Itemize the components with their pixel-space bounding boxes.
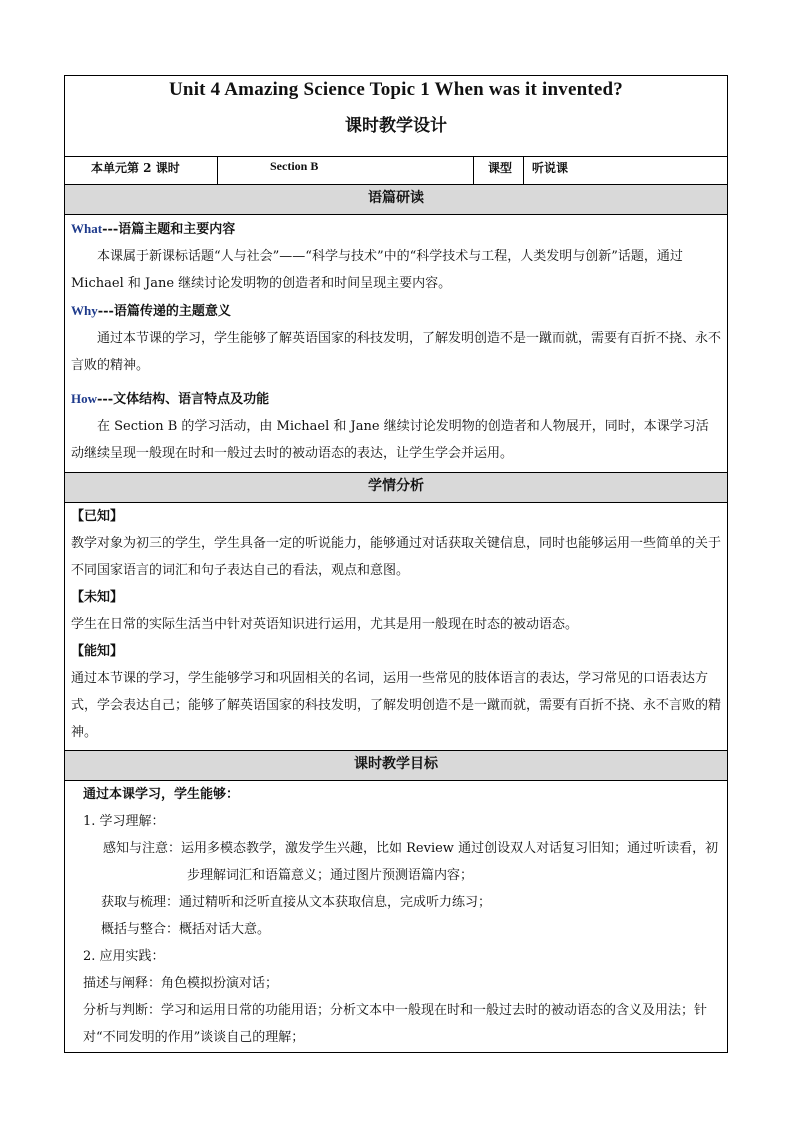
how-body: 在 Section B 的学习活动，由 Michael 和 Jane 继续讨论发明物的创造者和人物展开，同时，本课学习活动继续呈现一般现在时和一般过去时的被动语态的表达，让学生学会并运用。	[71, 419, 709, 461]
type-label: 课型	[474, 157, 524, 184]
what-title: ---语篇主题和主要内容	[102, 222, 236, 237]
can-label: 【能知】	[71, 644, 124, 659]
what-body: 本课属于新课标话题“人与社会”——“科学与技术”中的“科学技术与工程，人类发明与创新”话题，通过 Michael 和 Jane 继续讨论发明物的创造者和时间呈现主要内容。	[71, 249, 683, 291]
what-heading	[71, 215, 721, 243]
lesson-number: 本单元第 2 课时	[65, 157, 218, 184]
objective-2b: 分析与判断：学习和运用日常的功能用语；分析文本中一般现在时和一般过去时的被动语态的含义及用法；针对“不同发明的作用”谈谈自己的理解；	[83, 1003, 708, 1045]
title-english: Unit 4 Amazing Science Topic 1 When was it invented?	[169, 79, 623, 100]
type-value: 听说课	[532, 161, 569, 175]
how-title: ---文体结构、语言特点及功能	[97, 392, 270, 407]
known-body: 教学对象为初三的学生，学生具备一定的听说能力，能够通过对话获取关键信息，同时也能够运用一些简单的关于不同国家语言的词汇和句子表达自己的看法，观点和意图。	[71, 536, 722, 578]
lesson-plan-table	[64, 75, 728, 1053]
why-title: ---语篇传递的主题意义	[97, 304, 231, 319]
text-study-body	[65, 215, 727, 473]
why-keyword: Why	[71, 303, 98, 318]
unknown-body: 学生在日常的实际生活当中针对英语知识进行运用，尤其是用一般现在时态的被动语态。	[71, 617, 579, 632]
can-body: 通过本节课的学习，学生能够学习和巩固相关的名词，运用一些常见的肢体语言的表达，学习常见的口语表达方式，学会表达自己；能够了解英语国家的科技发明，了解发明创造不是一蹴而就，需要有百折不挠、永不言败的精神。	[71, 671, 722, 740]
learner-analysis-header: 学情分析	[65, 473, 727, 503]
title-chinese: 课时教学设计	[345, 116, 447, 136]
how-keyword: How	[71, 391, 97, 406]
why-heading	[71, 297, 721, 325]
unknown-label: 【未知】	[71, 590, 124, 605]
known-label: 【已知】	[71, 509, 124, 524]
info-row	[65, 157, 727, 185]
why-body: 通过本节课的学习，学生能够了解英语国家的科技发明，了解发明创造不是一蹴而就，需要有百折不挠、永不言败的精神。	[71, 331, 722, 373]
objectives-body	[65, 781, 727, 1051]
objective-2-title: 2. 应用实践：	[83, 949, 165, 964]
learner-analysis-body	[65, 503, 727, 751]
objectives-intro: 通过本课学习，学生能够：	[83, 787, 240, 802]
objective-1b: 获取与梳理：通过精听和泛听直接从文本获取信息，完成听力练习；	[101, 895, 492, 910]
objective-2a: 描述与阐释：角色模拟扮演对话；	[83, 976, 279, 991]
objective-1c: 概括与整合：概括对话大意。	[101, 922, 271, 937]
objective-1a: 感知与注意：运用多模态教学，激发学生兴趣，比如 Review 通过创设双人对话复习旧知；通过听读看，初步理解词汇和语篇意义；通过图片预测语篇内容；	[103, 841, 719, 883]
title-block	[65, 76, 727, 157]
section-name: Section B	[218, 157, 474, 184]
text-study-header: 语篇研读	[65, 185, 727, 215]
objective-1-title: 1. 学习理解：	[83, 814, 165, 829]
objectives-header: 课时教学目标	[65, 751, 727, 781]
how-heading	[71, 385, 721, 413]
what-keyword: What	[71, 221, 103, 236]
